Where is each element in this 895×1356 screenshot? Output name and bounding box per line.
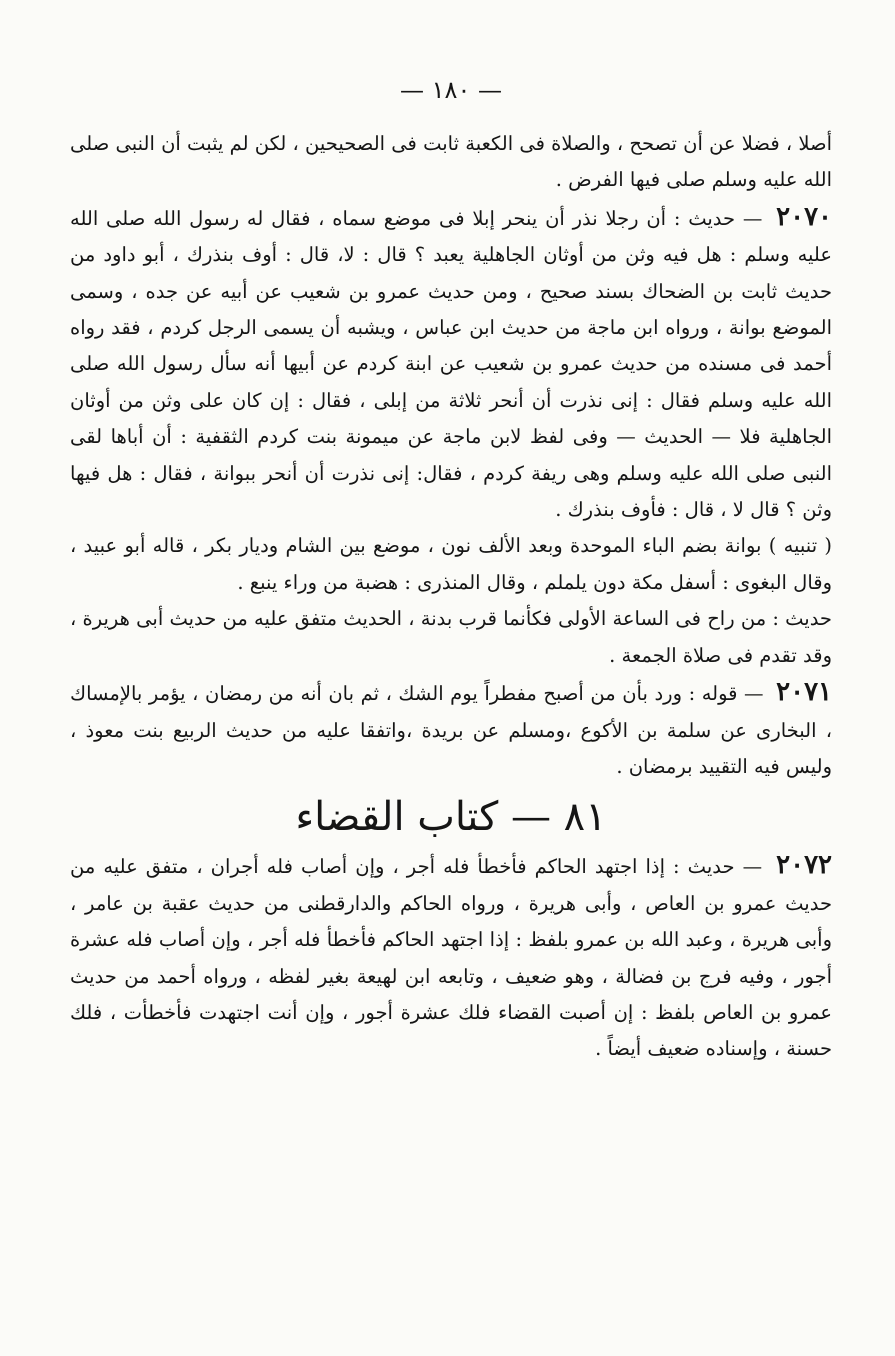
paragraph-text: — حديث : إذا اجتهد الحاكم فأخطأ فله أجر ، وإن أصاب فله أجران ، متفق عليه من حديث عمرو بن العاص ، وأبى هريرة ، ورواه الحاكم والدارقطنى من حديث عقبة بن عامر ، وأبى هريرة ، وعبد الله بن عمرو بلفظ : إذا اجتهد الحاكم فأخطأ فله أجر ، وإن أصاب فله عشرة أجور ، وفيه فرج بن فضالة ، وهو ضعيف ، وتابعه ابن لهيعة بغير لفظه ، ورواه أحمد من حديث عمرو بن العاص بلفظ : إن أصبت القضاء فلك عشرة أجور ، وإن أنت اجتهدت فأخطأت ، فلك حسنة ، وإسناده ضعيف أيضاً .	[70, 855, 832, 1061]
hadith-2072	[70, 847, 832, 1067]
paragraph-text: ( تنبيه ) بوانة بضم الباء الموحدة وبعد الألف نون ، موضع بين الشام وديار بكر ، قاله أبو عبيد ، وقال البغوى : أسفل مكة دون يلملم ، وقال المنذرى : هضبة من وراء ينبع .	[70, 534, 832, 594]
page-number: — ١٨٠ —	[400, 76, 502, 104]
hadith-2070	[70, 199, 832, 529]
note-paragraph	[70, 528, 832, 601]
book-page	[70, 76, 832, 1068]
paragraph-text: حديث : من راح فى الساعة الأولى فكأنما قرب بدنة ، الحديث متفق عليه من حديث أبى هريرة ، وقد تقدم فى صلاة الجمعة .	[70, 607, 832, 667]
hadith-number: ٢٠٧١	[776, 677, 832, 708]
paragraph-text: — قوله : ورد بأن من أصبح مفطراً يوم الشك ، ثم بان أنه من رمضان ، يؤمر بالإمساك ، البخارى عن سلمة بن الأكوع ،ومسلم عن بريدة ،واتفقا عليه من حديث الربيع بنت معوذ ، وليس فيه التقييد برمضان .	[70, 682, 832, 778]
chapter-title: ٨١ — كتاب القضاء	[295, 794, 607, 841]
paragraph-text: — حديث : أن رجلا نذر أن ينحر إبلا فى موضع سماه ، فقال له رسول الله صلى الله عليه وسلم : هل فيه وثن من أوثان الجاهلية يعبد ؟ قال : لا، قال : أوف بنذرك ، أبو داود من حديث ثابت بن الضحاك بسند صحيح ، ومن حديث عمرو بن شعيب عن أبيه عن جده ، وسمى الموضع بوانة ، ورواه ابن ماجة من حديث ابن عباس ، ويشبه أن يسمى الرجل كردم ، فقد رواه أحمد فى مسنده من حديث عمرو بن شعيب عن ابنة كردم عن أبيها أنه سأل رسول الله صلى الله عليه وسلم فقال : إنى نذرت أن أنحر ثلاثة من إبلى ، فقال : إن كان على وثن من أوثان الجاهلية فلا — الحديث — وفى لفظ لابن ماجة عن ميمونة بنت كردم الثقفية : أن أباها لقى النبى صلى الله عليه وسلم وهى ريفة كردم ، فقال: إنى نذرت أن أنحر ببوانة ، فقال : هل فيها وثن ؟ قال لا ، قال : فأوف بنذرك .	[70, 206, 832, 522]
hadith-paragraph	[70, 601, 832, 674]
paragraph-text: أصلا ، فضلا عن أن تصحح ، والصلاة فى الكعبة ثابت فى الصحيحين ، لكن لم يثبت أن النبى صلى الله عليه وسلم صلى فيها الفرض .	[70, 132, 832, 192]
hadith-number: ٢٠٧٠	[776, 201, 832, 232]
hadith-2071	[70, 674, 832, 785]
hadith-number: ٢٠٧٢	[776, 850, 832, 881]
paragraph-continuation	[70, 126, 832, 199]
